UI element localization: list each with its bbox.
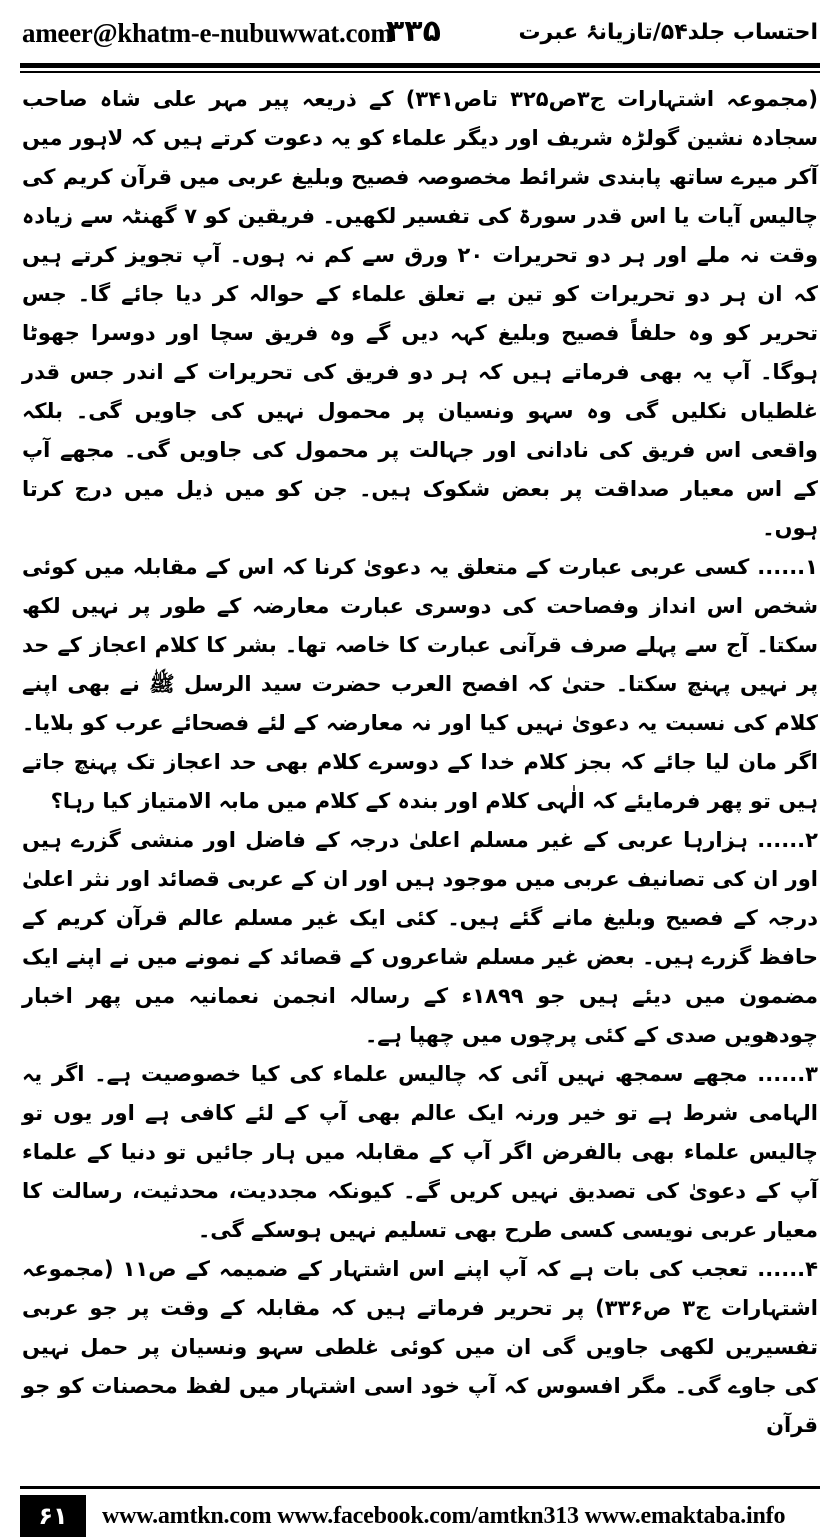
- paragraph-point-3: ۳...... مجھے سمجھ نہیں آئی کہ چالیس علماء کی کیا خصوصیت ہے۔ اگر یہ الہامی شرط ہے تو خیر ورنہ ایک عالم بھی آپ کے لئے کافی ہے اور یوں تو چالیس علماء بھی بالفرض اگر آپ کے مقابلہ میں ہار جائیں تو دنیا کے علماء آپ کے دعویٰ کی تصدیق نہیں کریں گے۔ کیونکہ مجددیت، محدثیت، رسالت کا معیار عربی نویسی کسی طرح بھی تسلیم نہیں ہوسکے گی۔: [22, 1062, 818, 1242]
- footer-page-number: ۶۱: [20, 1495, 86, 1537]
- page-header: [0, 0, 840, 64]
- header-page-number: ۳۳۵: [386, 14, 441, 49]
- paragraph-intro: (مجموعہ اشتہارات ج۳ص۳۲۵ تاص۳۴۱) کے ذریعہ پیر مہر علی شاہ صاحب سجادہ نشین گولڑہ شریف اور دیگر علماء کو یہ دعوت کرتے ہیں کہ لاہور میں آکر میرے ساتھ پابندی شرائط مخصوصہ فصیح وبلیغ عربی میں قرآن کریم کی چالیس آیات یا اس قدر سورۃ کی تفسیر لکھیں۔ فریقین کو ۷ گھنٹہ سے زیادہ وقت نہ ملے اور ہر دو تحریرات ۲۰ ورق سے کم نہ ہوں۔ آپ تجویز کرتے ہیں کہ ان ہر دو تحریرات کو تین بے تعلق علماء کے حوالہ کر دیا جائے گا۔ جس تحریر کو وہ حلفاً فصیح وبلیغ کہہ دیں گے وہ فریق سچا اور دوسرا جھوٹا ہوگا۔ آپ یہ بھی فرماتے ہیں کہ ہر دو فریق کی تحریرات کے اندر جس قدر غلطیاں نکلیں گی وہ سہو ونسیان پر محمول نہیں کی جاویں گی۔ بلکہ واقعی اس فریق کی نادانی اور جہالت پر محمول کی جاویں گی۔ مجھے آپ کے اس معیار صداقت پر بعض شکوک ہیں۔ جن کو میں ذیل میں درج کرتا ہوں۔: [22, 87, 818, 540]
- paragraph-point-1: ۱...... کسی عربی عبارت کے متعلق یہ دعویٰ کرنا کہ اس کے مقابلہ میں کوئی شخص اس انداز وفصاحت کی دوسری عبارت معارضہ کے طور پر نہیں لکھ سکتا۔ آج سے پہلے صرف قرآنی عبارت کا خاصہ تھا۔ بشر کا کلام اعجاز کے حد پر نہیں پہنچ سکتا۔ حتیٰ کہ افصح العرب حضرت سید الرسل ﷺ نے بھی اپنے کلام کی نسبت یہ دعویٰ نہیں کیا اور نہ معارضہ کے لئے فصحائے عرب کو بلایا۔ اگر مان لیا جائے کہ بجز کلام خدا کے دوسرے کلام بھی حد اعجاز تک پہنچ جاتے ہیں تو پھر فرمایئے کہ الٰہی کلام اور بندہ کے کلام میں مابہ الامتیاز کیا رہا؟: [22, 555, 818, 813]
- header-book-title: احتساب جلد۵۴/تازیانۂ عبرت: [518, 20, 818, 45]
- paragraph-point-2: ۲...... ہزارہا عربی کے غیر مسلم اعلیٰ درجہ کے فاضل اور منشی گزرے ہیں اور ان کی تصانیف عربی میں موجود ہیں اور ان کے عربی قصائد اور نثر اعلیٰ درجہ کے فصیح وبلیغ مانے گئے ہیں۔ کئی ایک غیر مسلم عالم قرآن کریم کے حافظ گزرے ہیں۔ بعض غیر مسلم شاعروں کے قصائد کے نمونے میں نے اپنے ایک مضمون میں دیئے ہیں جو ۱۸۹۹ء کے رسالہ انجمن نعمانیہ میں پھر اخبار چودھویں صدی کے کئی پرچوں میں چھپا ہے۔: [22, 828, 818, 1047]
- footer-website-links: www.amtkn.com www.facebook.com/amtkn313 www.emaktaba.info: [102, 1503, 786, 1529]
- header-rule-thick: [20, 63, 820, 68]
- header-email: ameer@khatm-e-nubuwwat.com: [22, 18, 393, 48]
- page-footer: [20, 1486, 820, 1529]
- paragraph-point-4: ۴...... تعجب کی بات ہے کہ آپ اپنے اس اشتہار کے ضمیمہ کے ص۱۱ (مجموعہ اشتہارات ج۳ ص۳۳۶) پر تحریر فرماتے ہیں کہ مقابلہ کے وقت پر جو عربی تفسیریں لکھی جاویں گی ان میں کوئی غلطی سہو ونسیان پر حمل نہیں کی جاوے گی۔ مگر افسوس کہ آپ خود اسی اشتہار میں لفظ محصنات کو جو قرآن: [22, 1257, 819, 1437]
- page-body-text: [22, 80, 818, 1470]
- header-rule-thin: [20, 71, 820, 73]
